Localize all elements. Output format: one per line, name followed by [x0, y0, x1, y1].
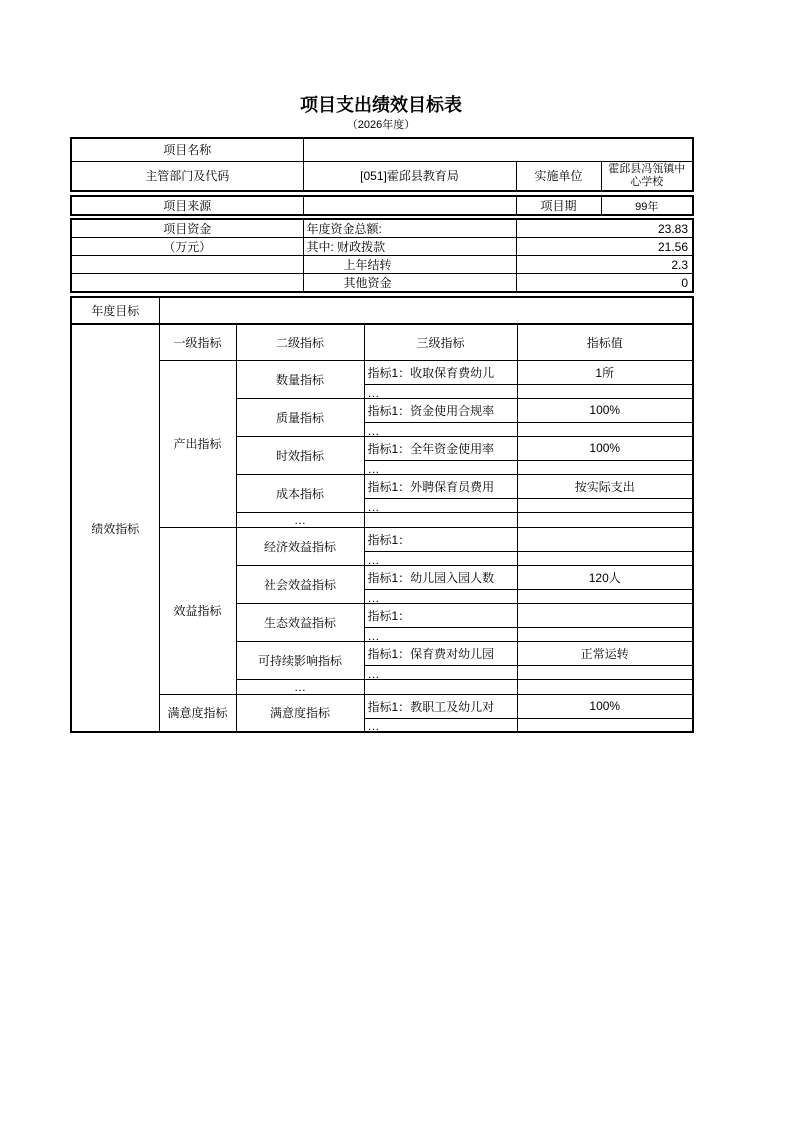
project-header-table [70, 137, 694, 192]
level3-indicator-cell [364, 512, 517, 527]
funds-label-cell [71, 274, 303, 293]
funds-desc-cell: 上年结转 [303, 256, 516, 274]
table-row [71, 219, 693, 238]
performance-section-cell: 绩效指标 [71, 324, 159, 732]
level2-indicator-cell: … [236, 679, 364, 694]
level2-indicator-cell: 满意度指标 [236, 694, 364, 732]
indicator-value-cell: 100% [517, 436, 693, 460]
level1-indicator-cell: 产出指标 [159, 360, 236, 527]
period-label-cell: 项目期 [516, 196, 601, 215]
level3-indicator-cell [364, 679, 517, 694]
indicator-value-cell: 正常运转 [517, 641, 693, 665]
page-title: 项目支出绩效目标表 [300, 95, 462, 115]
level3-indicator-cell: 指标1：全年资金使用率 [364, 436, 517, 460]
annual-goal-table [70, 296, 694, 325]
indicator-value-cell [517, 627, 693, 641]
level3-indicator-cell: … [364, 589, 517, 603]
level2-indicator-cell: 时效指标 [236, 436, 364, 474]
header-level3-cell: 三级指标 [364, 324, 517, 360]
indicator-value-cell [517, 512, 693, 527]
project-name-label-cell: 项目名称 [71, 138, 303, 161]
level2-indicator-cell: … [236, 512, 364, 527]
indicator-value-cell: 120人 [517, 565, 693, 589]
funds-table [70, 218, 694, 293]
header-level1-cell: 一级指标 [159, 324, 236, 360]
indicator-value-cell [517, 460, 693, 474]
funds-value-cell: 0 [516, 274, 693, 293]
level3-indicator-cell: … [364, 460, 517, 474]
indicator-value-cell [517, 718, 693, 732]
level2-indicator-cell: 成本指标 [236, 474, 364, 512]
level2-indicator-cell: 质量指标 [236, 398, 364, 436]
indicator-value-cell [517, 589, 693, 603]
impl-unit-label-cell: 实施单位 [516, 161, 601, 191]
funds-label-cell: 项目资金 [71, 219, 303, 238]
table-row [71, 161, 693, 191]
indicator-value-cell [517, 551, 693, 565]
indicator-value-cell [517, 679, 693, 694]
level3-indicator-cell: … [364, 627, 517, 641]
indicator-value-cell [517, 527, 693, 551]
level3-indicator-cell: … [364, 498, 517, 512]
indicator-value-cell: 100% [517, 694, 693, 718]
annual-goal-value-cell [159, 297, 693, 324]
funds-label-cell [71, 256, 303, 274]
funds-value-cell: 21.56 [516, 238, 693, 256]
source-value-cell [303, 196, 516, 215]
indicator-value-cell [517, 603, 693, 627]
indicator-value-cell [517, 498, 693, 512]
level3-indicator-cell: … [364, 551, 517, 565]
funds-desc-cell: 年度资金总额: [303, 219, 516, 238]
level3-indicator-cell: 指标1：教职工及幼儿对 [364, 694, 517, 718]
level1-indicator-cell: 满意度指标 [159, 694, 236, 732]
table-row [71, 238, 693, 256]
table-row [71, 297, 693, 324]
indicator-value-cell: 按实际支出 [517, 474, 693, 498]
funds-value-cell: 2.3 [516, 256, 693, 274]
indicator-value-cell: 100% [517, 398, 693, 422]
source-label-cell: 项目来源 [71, 196, 303, 215]
level3-indicator-cell: … [364, 384, 517, 398]
level3-indicator-cell: 指标1：保育费对幼儿园 [364, 641, 517, 665]
table-row [71, 527, 693, 551]
table-row [71, 274, 693, 293]
funds-desc-cell: 其中: 财政拨款 [303, 238, 516, 256]
project-name-value-cell [303, 138, 693, 161]
table-row [71, 256, 693, 274]
level3-indicator-cell: 指标1：收取保育费幼儿 [364, 360, 517, 384]
table-row [71, 138, 693, 161]
dept-code-label-cell: 主管部门及代码 [71, 161, 303, 191]
level3-indicator-cell: 指标1： [364, 603, 517, 627]
dept-code-value-cell: [051]霍邱县教育局 [303, 161, 516, 191]
header-value-cell: 指标值 [517, 324, 693, 360]
indicator-value-cell [517, 665, 693, 679]
level2-indicator-cell: 经济效益指标 [236, 527, 364, 565]
level2-indicator-cell: 数量指标 [236, 360, 364, 398]
level2-indicator-cell: 生态效益指标 [236, 603, 364, 641]
level3-indicator-cell: 指标1：幼儿园入园人数 [364, 565, 517, 589]
table-row [71, 694, 693, 718]
level3-indicator-cell: … [364, 665, 517, 679]
document-content [70, 94, 692, 733]
level2-indicator-cell: 可持续影响指标 [236, 641, 364, 679]
funds-label-cell: （万元） [71, 238, 303, 256]
indicator-value-cell [517, 422, 693, 436]
period-value-cell: 99年 [601, 196, 693, 215]
page-subtitle: （2026年度） [346, 119, 416, 131]
funds-desc-cell: 其他资金 [303, 274, 516, 293]
annual-goal-label-cell: 年度目标 [71, 297, 159, 324]
indicators-table [70, 323, 694, 733]
level3-indicator-cell: … [364, 422, 517, 436]
level1-indicator-cell: 效益指标 [159, 527, 236, 694]
indicator-value-cell: 1所 [517, 360, 693, 384]
table-row [71, 360, 693, 384]
table-row [71, 196, 693, 215]
impl-unit-value-cell: 霍邱县冯瓴镇中心学校 [601, 161, 693, 191]
level2-indicator-cell: 社会效益指标 [236, 565, 364, 603]
project-source-table [70, 195, 694, 216]
indicator-value-cell [517, 384, 693, 398]
level3-indicator-cell: 指标1：资金使用合规率 [364, 398, 517, 422]
funds-value-cell: 23.83 [516, 219, 693, 238]
level3-indicator-cell: 指标1： [364, 527, 517, 551]
table-row [71, 324, 693, 360]
header-level2-cell: 二级指标 [236, 324, 364, 360]
level3-indicator-cell: 指标1：外聘保育员费用 [364, 474, 517, 498]
level3-indicator-cell: … [364, 718, 517, 732]
